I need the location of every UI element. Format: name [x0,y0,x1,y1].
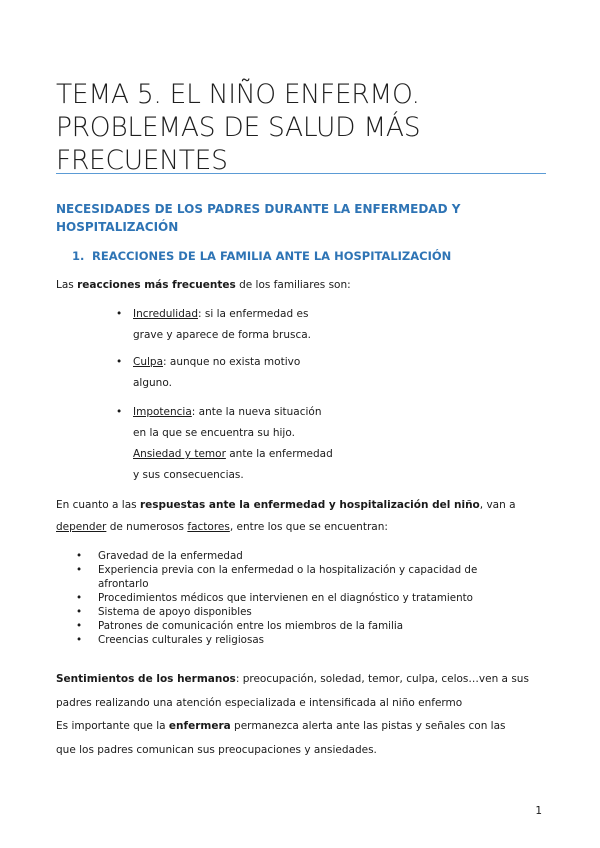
responses-pre: En cuanto a las [56,499,140,511]
subsection-title: REACCIONES DE LA FAMILIA ANTE LA HOSPITALIZACIÓN [92,249,452,263]
reaction-text: : aunque no exista motivo [163,356,301,368]
reaction-text-3: ante la enfermedad [225,448,333,460]
title-line-3: FRECUENTES [56,145,228,176]
list-item-text: Gravedad de la enfermedad [98,550,243,562]
bullet-icon: • [76,620,83,632]
reaction-text: : ante la nueva situación [191,406,322,418]
bullet-icon: • [76,550,83,562]
section-heading [56,200,546,236]
siblings-text-line-2: padres realizando una atención especializada e intensificada al niño enfermo [56,697,463,709]
reaction-text: : si la enfermedad es [198,308,309,320]
subsection-number: 1. [72,249,85,263]
responses-underline-1: depender [56,521,107,533]
title-line-2: PROBLEMAS DE SALUD MÁS [56,112,421,143]
siblings-paragraph [56,667,546,715]
page-number: 1 [535,805,542,817]
reaction-text-line-2: grave y aparece de forma brusca. [133,329,311,341]
list-item-text-line-2: afrontarlo [98,578,149,590]
nurse-text: permanezca alerta ante las pistas y señales con las [230,720,506,732]
siblings-bold: Sentimientos de los hermanos [56,673,236,685]
bullet-icon: • [76,634,83,646]
list-item [72,591,542,605]
reaction-term: Impotencia [133,406,192,418]
reaction-text-line-2: en la que se encuentra su hijo. [133,427,295,439]
factors-list [72,549,542,647]
bullet-icon: • [76,592,83,604]
nurse-paragraph [56,714,546,762]
list-item-text: Patrones de comunicación entre los miembros de la familia [98,620,404,632]
title-line-1: TEMA 5. EL NIÑO ENFERMO. [56,79,420,110]
reaction-term-2: Ansiedad y temor [133,448,226,460]
list-item [72,605,542,619]
responses-underline-2: factores [187,521,230,533]
nurse-pre: Es importante que la [56,720,169,732]
list-item [72,619,542,633]
intro-post: de los familiares son: [235,279,351,291]
list-item [72,633,542,647]
intro-pre: Las [56,279,78,291]
reaction-term: Culpa [133,356,164,368]
bullet-icon: • [116,356,123,368]
responses-mid: de numerosos [106,521,188,533]
responses-paragraph [56,494,546,538]
list-item [72,549,542,563]
responses-end: , entre los que se encuentran: [229,521,388,533]
bullet-icon: • [76,606,83,618]
list-item-text: Creencias culturales y religiosas [98,634,265,646]
subsection-heading [72,249,542,263]
list-item-text: Sistema de apoyo disponibles [98,606,252,618]
title-underline-divider [56,173,546,174]
reaction-text-line-2: alguno. [133,377,172,389]
list-item-text: Procedimientos médicos que intervienen en el diagnóstico y tratamiento [98,592,473,604]
bullet-icon: • [116,406,123,418]
responses-bold: respuestas ante la enfermedad y hospitalización del niño [139,499,480,511]
section-heading-line-2: HOSPITALIZACIÓN [56,220,179,234]
responses-post: , van a [479,499,516,511]
nurse-text-line-2: que los padres comunican sus preocupaciones y ansiedades. [56,744,377,756]
list-item [72,563,542,591]
reaction-text-line-4: y sus consecuencias. [133,469,244,481]
bullet-icon: • [76,564,83,576]
nurse-bold: enfermera [168,720,231,732]
bullet-icon: • [116,308,123,320]
section-heading-line-1: NECESIDADES DE LOS PADRES DURANTE LA ENFERMEDAD Y [56,202,461,216]
list-item-text: Experiencia previa con la enfermedad o la hospitalización y capacidad de [98,564,478,576]
intro-bold: reacciones más frecuentes [77,279,236,291]
document-title [56,78,556,177]
reaction-term: Incredulidad [133,308,198,320]
intro-paragraph [56,279,351,291]
siblings-text: : preocupación, soledad, temor, culpa, celos…ven a sus [235,673,529,685]
